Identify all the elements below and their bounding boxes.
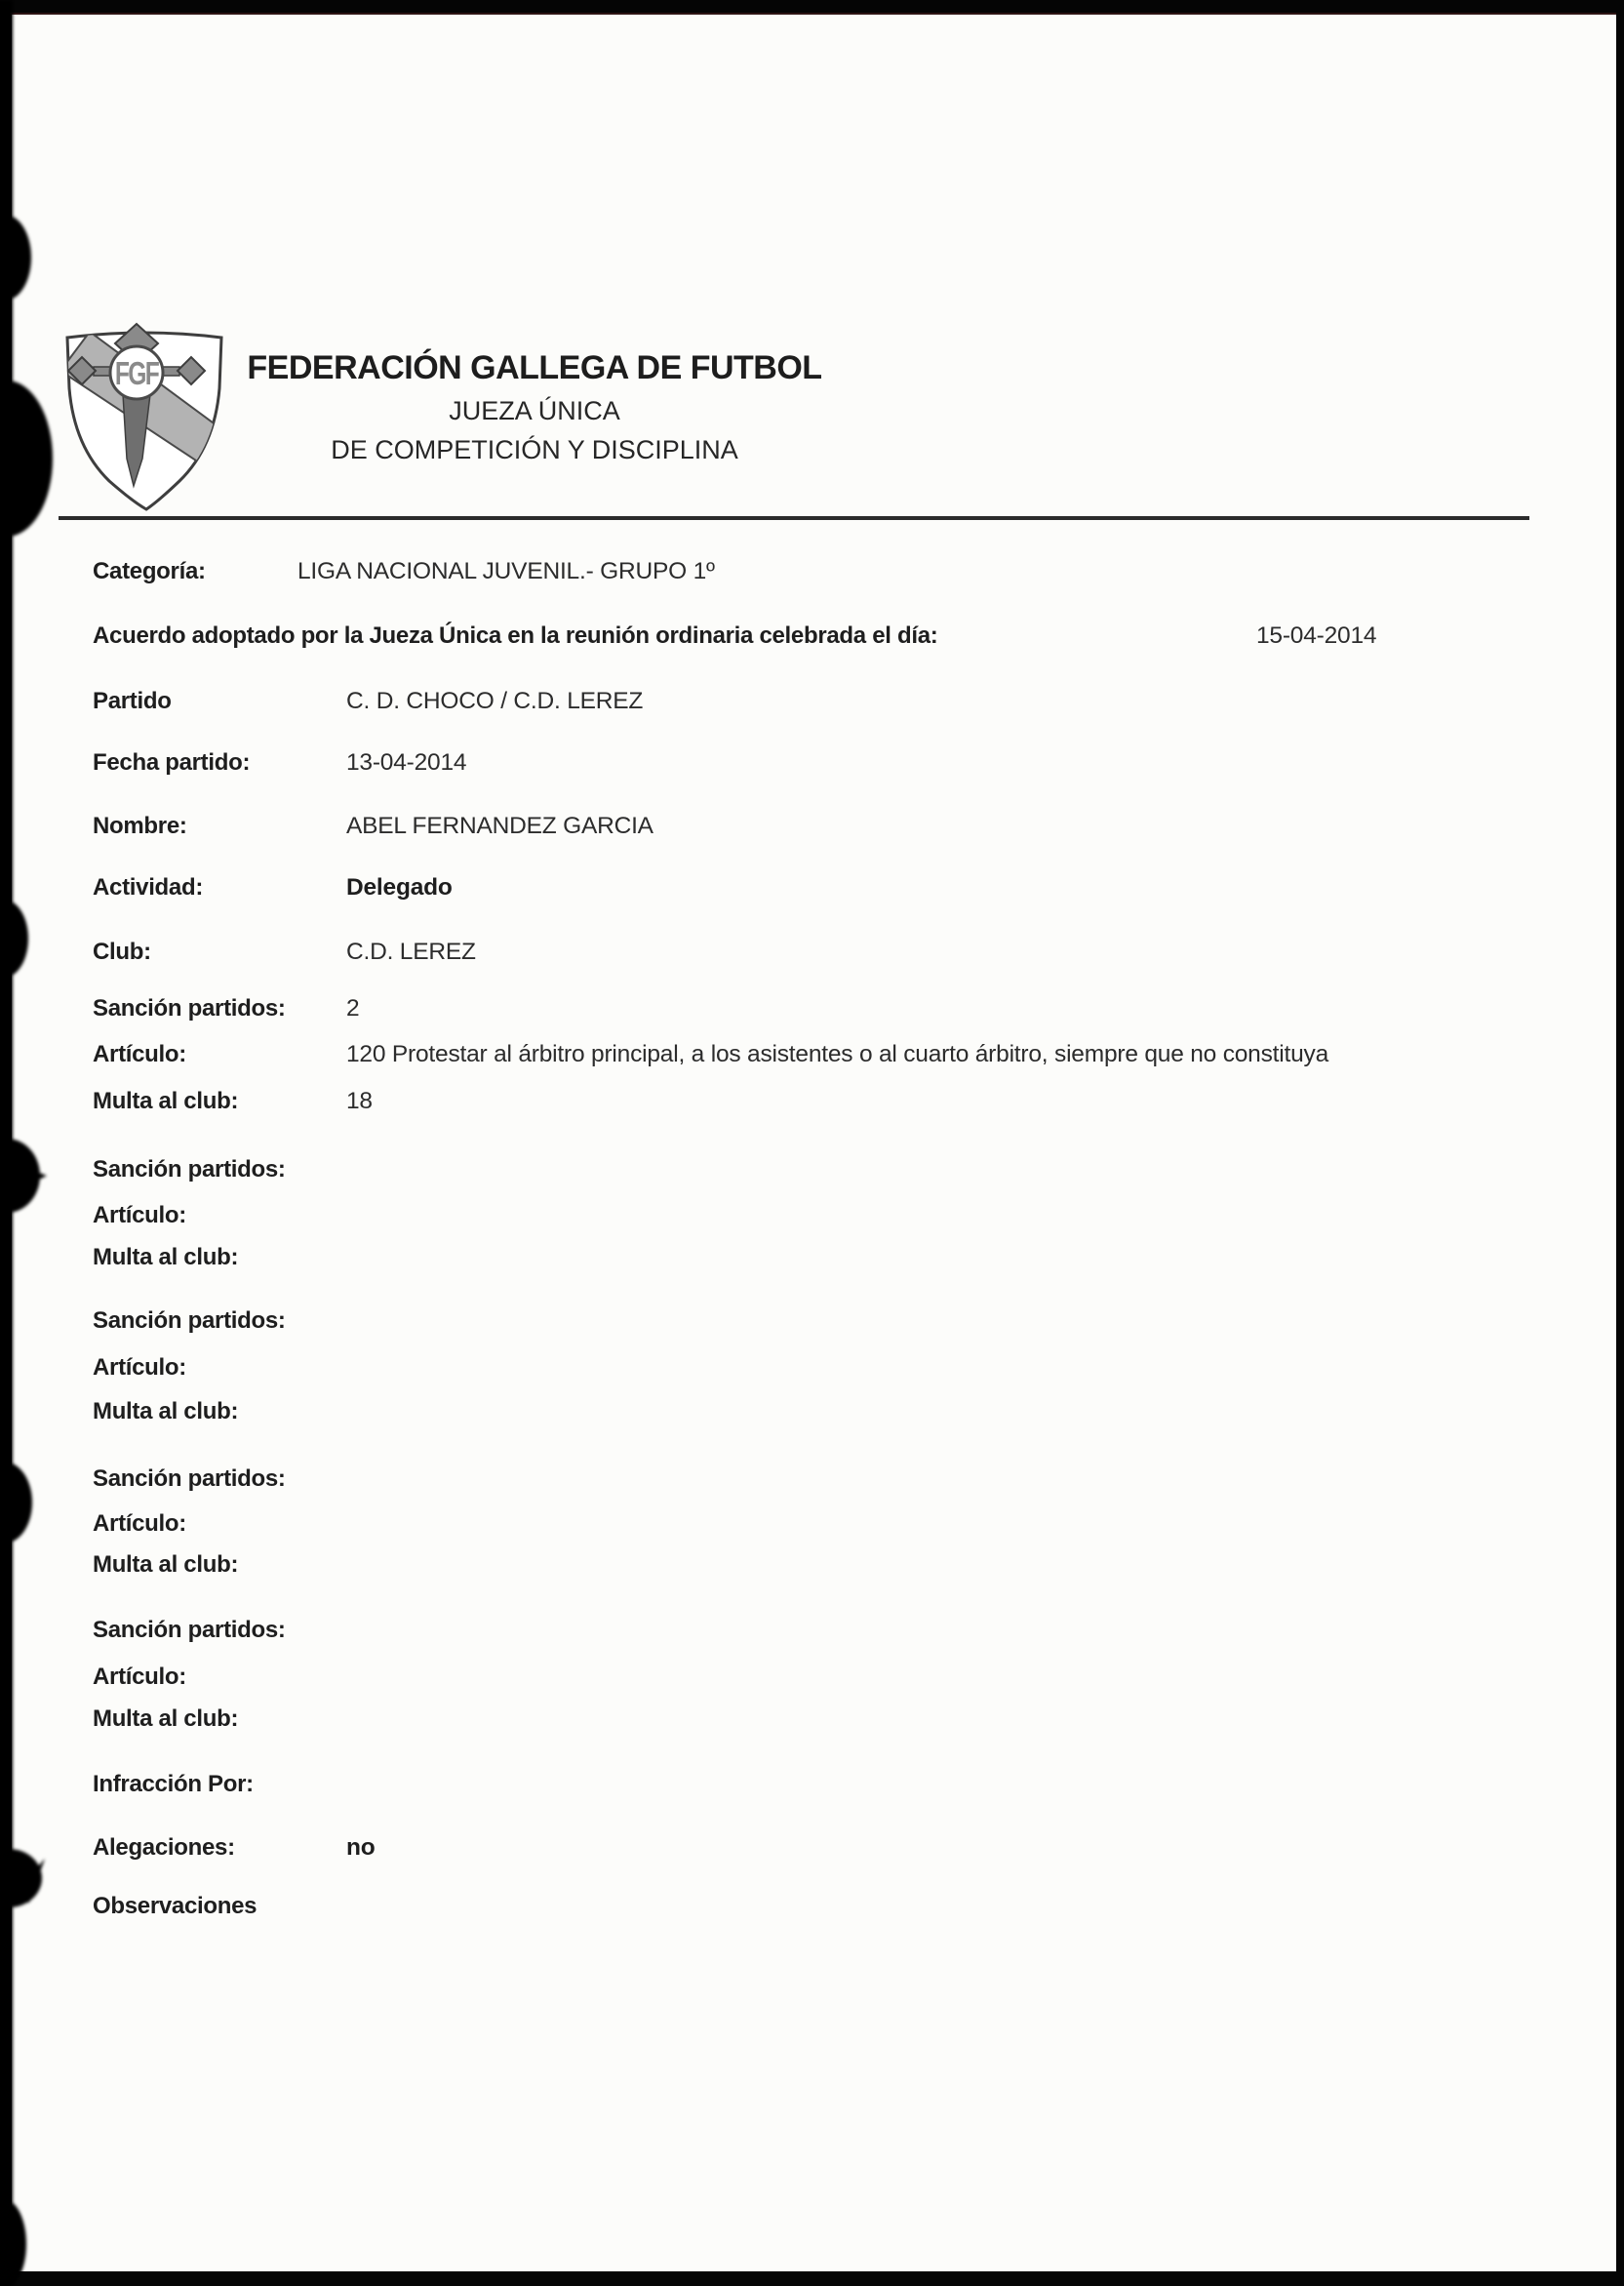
field-articulo-5 [0, 1664, 1624, 1695]
scan-tear-artifacts [0, 0, 78, 2286]
field-sancion-partidos-2 [0, 1156, 1624, 1187]
field-label: Acuerdo adoptado por la Jueza Única en la reunión ordinaria celebrada el día: [93, 622, 938, 649]
field-label: Artículo: [93, 1354, 186, 1381]
field-label: Observaciones [93, 1893, 257, 1919]
field-articulo-3 [0, 1354, 1624, 1385]
field-label: Alegaciones: [93, 1834, 235, 1861]
field-value: C. D. CHOCO / C.D. LEREZ [346, 688, 644, 714]
field-value: C.D. LEREZ [346, 939, 476, 965]
field-value: 18 [346, 1088, 373, 1114]
field-label: Artículo: [93, 1041, 186, 1067]
field-label: Nombre: [93, 813, 187, 839]
field-label: Multa al club: [93, 1705, 239, 1732]
field-acuerdo-fecha [0, 622, 1624, 654]
field-sancion-partidos-3 [0, 1307, 1624, 1339]
field-label: Sanción partidos: [93, 1156, 286, 1183]
field-label: Actividad: [93, 874, 204, 901]
field-label: Sanción partidos: [93, 995, 286, 1022]
field-value: 120 Protestar al árbitro principal, a los asistentes o al cuarto árbitro, siempre que no constituya [346, 1041, 1329, 1067]
field-actividad [0, 874, 1624, 905]
field-value: 15-04-2014 [1256, 622, 1377, 649]
field-partido [0, 688, 1624, 719]
fgf-crest-logo [60, 322, 228, 517]
field-fecha-partido [0, 749, 1624, 781]
field-label: Club: [93, 939, 151, 965]
field-label: Multa al club: [93, 1088, 239, 1114]
field-value: LIGA NACIONAL JUVENIL.- GRUPO 1º [297, 558, 715, 584]
dept-line2: DE COMPETICIÓN Y DISCIPLINA [331, 435, 738, 464]
field-label: Sanción partidos: [93, 1617, 286, 1643]
field-label: Sanción partidos: [93, 1465, 286, 1492]
field-sancion-partidos-5 [0, 1617, 1624, 1648]
field-label: Multa al club: [93, 1551, 239, 1578]
field-label: Infracción Por: [93, 1771, 254, 1797]
field-label: Artículo: [93, 1664, 186, 1690]
field-label: Artículo: [93, 1202, 186, 1228]
field-label: Partido [93, 688, 172, 714]
scan-border-top [0, 0, 1624, 15]
field-label: Categoría: [93, 558, 206, 584]
field-sancion-partidos-4 [0, 1465, 1624, 1497]
dept-line1: JUEZA ÚNICA [449, 396, 620, 425]
field-value: no [346, 1834, 376, 1861]
header-separator-line [59, 516, 1529, 520]
field-observaciones [0, 1893, 1624, 1924]
field-club [0, 939, 1624, 970]
field-articulo-4 [0, 1510, 1624, 1542]
letterhead [232, 349, 837, 465]
field-label: Fecha partido: [93, 749, 251, 776]
field-multa-club-3 [0, 1398, 1624, 1429]
field-value: 13-04-2014 [346, 749, 467, 776]
scan-border-bottom [0, 2271, 1624, 2286]
field-value: Delegado [346, 874, 453, 901]
field-nombre [0, 813, 1624, 844]
field-articulo-1 [0, 1041, 1624, 1072]
scan-border-right [1616, 0, 1624, 2286]
field-multa-club-5 [0, 1705, 1624, 1737]
field-sancion-partidos-1 [0, 995, 1624, 1026]
field-categoria [0, 558, 1624, 589]
field-label: Multa al club: [93, 1244, 239, 1270]
field-alegaciones [0, 1834, 1624, 1865]
field-multa-club-4 [0, 1551, 1624, 1583]
field-articulo-2 [0, 1202, 1624, 1233]
field-label: Multa al club: [93, 1398, 239, 1424]
field-multa-club-2 [0, 1244, 1624, 1275]
field-label: Sanción partidos: [93, 1307, 286, 1334]
field-value: 2 [346, 995, 360, 1022]
crest-initials: FGF [114, 355, 159, 392]
field-value: ABEL FERNANDEZ GARCIA [346, 813, 654, 839]
org-title: FEDERACIÓN GALLEGA DE FUTBOL [247, 349, 822, 386]
field-infraccion-por [0, 1771, 1624, 1802]
field-label: Artículo: [93, 1510, 186, 1537]
field-multa-club-1 [0, 1088, 1624, 1119]
